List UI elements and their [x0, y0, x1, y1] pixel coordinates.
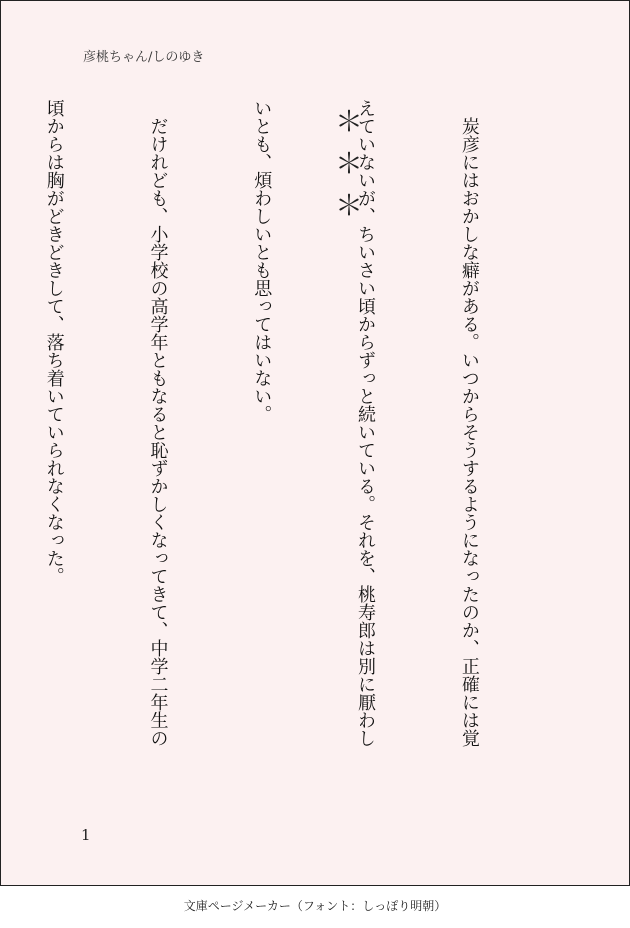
page-number: 1: [81, 826, 91, 844]
text-line: 頃からは胸がどきどきして、落ち着いていられなくなった。: [43, 99, 65, 585]
text-line: 炭彦にはおかしな癖がある。いつからそうするようになったのか、正確には覚: [458, 99, 480, 747]
separator-asterisk: ＊: [334, 105, 363, 138]
section-separator: [334, 101, 364, 227]
text-line: えていないが、ちいさい頃からずっと続いている。それを、桃寿郎は別に厭わし: [355, 99, 377, 747]
vertical-body-text: [43, 99, 555, 819]
separator-asterisk: ＊: [334, 147, 363, 180]
footer-credit: 文庫ページメーカー（フォント：しっぽり明朝）: [183, 899, 447, 913]
separator-asterisk: ＊: [334, 189, 363, 222]
text-line: だけれども、小学校の高学年ともなると恥ずかしくなってきて、中学二年生の: [147, 99, 169, 747]
text-line: いとも、煩わしいとも思ってはいない。: [251, 99, 273, 423]
page-title: 彦桃ちゃん/しのゆき: [83, 50, 205, 65]
